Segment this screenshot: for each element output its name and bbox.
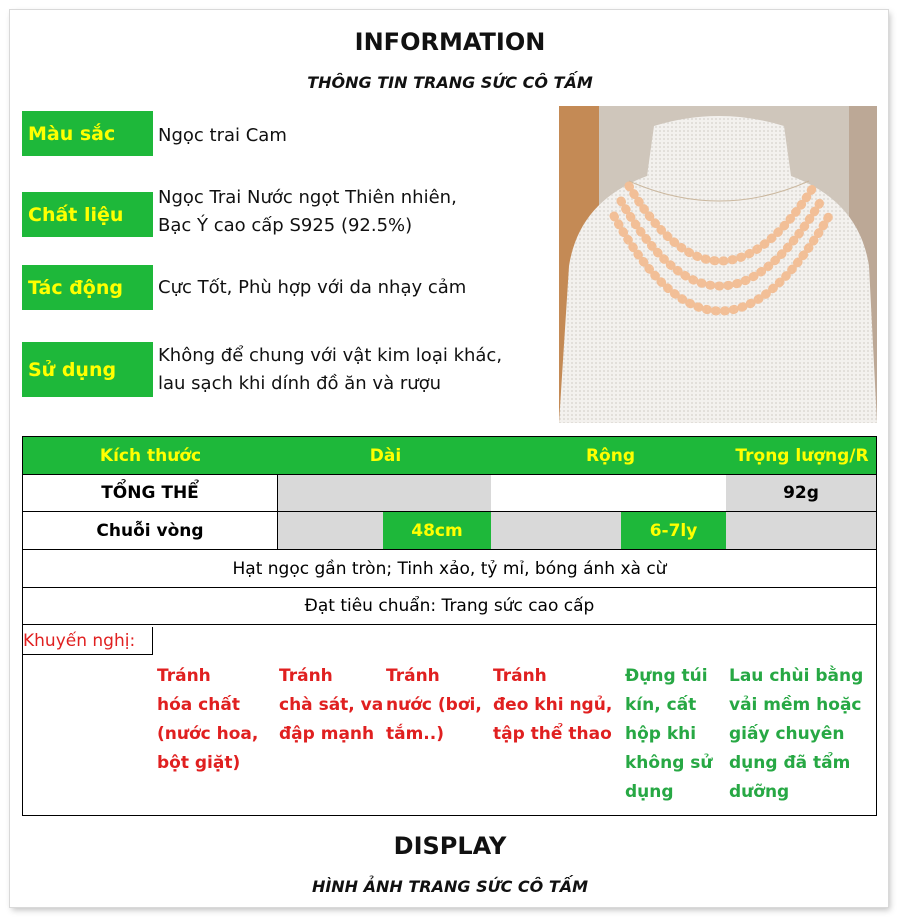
recommendation-line: Lau chùi bằng <box>729 666 864 686</box>
table-row <box>23 588 876 625</box>
header-width: Rộng <box>493 437 728 474</box>
cell-gray <box>726 512 876 549</box>
note-standard: Đạt tiêu chuẩn: Trang sức cao cấp <box>304 596 595 616</box>
value-color <box>158 122 287 150</box>
cell-weight: 92g <box>726 475 876 511</box>
table-row <box>23 550 876 588</box>
recommendation <box>279 662 383 749</box>
recommendation-line: hóa chất <box>157 695 240 715</box>
value-line: Ngọc Trai Nước ngọt Thiên nhiên, <box>158 187 457 208</box>
recommendation-line: tắm..) <box>386 724 444 744</box>
value-line: Cực Tốt, Phù hợp với da nhạy cảm <box>158 277 467 298</box>
recommendation-line: vải mềm hoặc <box>729 695 862 715</box>
recommendation-line: đeo khi ngủ, <box>493 695 613 715</box>
row-label-overall: TỔNG THỂ <box>23 475 278 511</box>
recommendation-line: nước (bơi, <box>386 695 482 715</box>
display-subtitle: HÌNH ẢNH TRANG SỨC CÔ TẤM <box>311 877 589 896</box>
table-header-row <box>23 437 876 475</box>
recommendation <box>625 662 713 807</box>
cell-width: 6-7ly <box>621 512 726 549</box>
header-length: Dài <box>278 437 493 474</box>
recommendation-line: đập mạnh <box>279 724 375 744</box>
value-effect <box>158 274 466 302</box>
cell-gray <box>278 512 383 549</box>
note-shape: Hạt ngọc gần tròn; Tinh xảo, tỷ mỉ, bóng ánh xà cừ <box>232 558 667 579</box>
value-line: Ngọc trai Cam <box>158 125 287 146</box>
label-color: Màu sắc <box>22 111 153 156</box>
recommendation-line: tập thể thao <box>493 724 612 744</box>
recommendation <box>157 662 258 778</box>
label-effect: Tác động <box>22 265 153 310</box>
recommend-label: Khuyến nghị: <box>23 631 136 651</box>
recommendation-line: Tránh <box>279 666 333 686</box>
recommendation <box>493 662 612 749</box>
table-row <box>23 475 876 512</box>
cell-length: 48cm <box>383 512 491 549</box>
recommendation-line: hộp khi <box>625 724 697 744</box>
cell-gray <box>491 512 621 549</box>
value-material <box>158 184 457 240</box>
page-title: INFORMATION <box>354 28 546 56</box>
recommendation-line: dưỡng <box>729 782 790 802</box>
value-line: lau sạch khi dính đồ ăn và rượu <box>158 373 442 394</box>
product-photo <box>559 106 877 423</box>
recommendation-line: không sử <box>625 753 713 773</box>
recommendation <box>729 662 863 807</box>
recommendation-line: giấy chuyên <box>729 724 845 744</box>
recommendation-line: Tránh <box>157 666 211 686</box>
recommendation-line: Tránh <box>386 666 440 686</box>
recommendation-line: bột giặt) <box>157 753 241 773</box>
recommendation-line: (nước hoa, <box>157 724 259 744</box>
specs-table <box>22 436 877 816</box>
header-size: Kích thước <box>23 437 278 474</box>
cell-gray <box>278 475 491 511</box>
value-line: Bạc Ý cao cấp S925 (92.5%) <box>158 215 413 236</box>
row-label-necklace: Chuỗi vòng <box>23 512 278 549</box>
recommendation-line: kín, cất <box>625 695 697 715</box>
recommend-label-box <box>23 627 153 655</box>
header-weight: Trọng lượng/R <box>728 437 876 474</box>
cell-empty <box>491 475 726 511</box>
recommendation-line: Đựng túi <box>625 666 708 686</box>
table-row <box>23 512 876 550</box>
page-subtitle: THÔNG TIN TRANG SỨC CÔ TẤM <box>307 73 593 92</box>
label-usage: Sử dụng <box>22 342 153 397</box>
value-line: Không để chung với vật kim loại khác, <box>158 345 503 366</box>
recommendation-line: Tránh <box>493 666 547 686</box>
display-title: DISPLAY <box>393 832 507 860</box>
recommendation-line: chà sát, va <box>279 695 384 715</box>
label-material: Chất liệu <box>22 192 153 237</box>
recommendation <box>386 662 482 749</box>
recommendation-line: dụng đã tẩm <box>729 753 851 773</box>
necklace-illustration <box>559 106 877 423</box>
value-usage <box>158 342 502 398</box>
recommendation-line: dụng <box>625 782 674 802</box>
